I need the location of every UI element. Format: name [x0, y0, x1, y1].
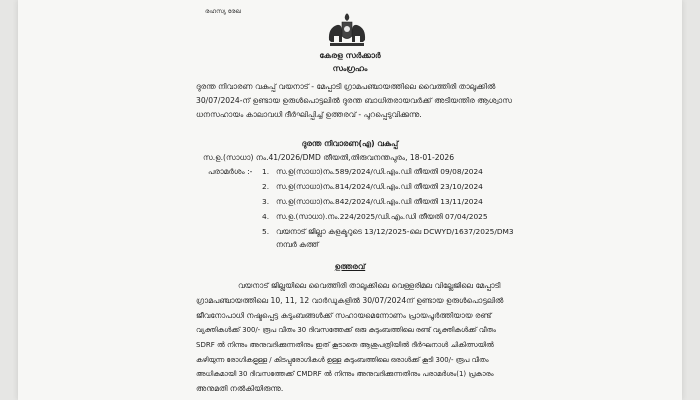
- body-line: SDRF ൽ നിന്നും അനുവദിക്കുന്നതിനും ഇത് കൂടാതെ ആശുപത്രിയിൽ ദീർഘനാൾ ചികിത്സയിൽ: [196, 341, 494, 349]
- body-line: വ്യക്തികൾക്ക് 300/- രൂപ വീതം 30 ദിവസത്തേക്ക് ഒരു കുടുംബത്തിലെ രണ്ട് വ്യക്തികൾക്ക് വീതം: [196, 326, 496, 334]
- reference-number: 2.: [262, 182, 270, 191]
- reference-text: നമ്പർ കത്ത്: [276, 240, 319, 249]
- state-emblem-icon: [325, 10, 369, 50]
- reference-text: വയനാട് ജില്ലാ കളക്ടറുടെ 13/12/2025-ലെ DCWYD/1637/2025/DM3: [276, 227, 514, 236]
- order-heading: ഉത്തരവ്: [334, 262, 366, 271]
- reference-number: 5.: [262, 227, 270, 236]
- corner-label: രഹസ്യ രേഖ: [205, 8, 241, 15]
- summary-heading: സംഗ്രഹം: [332, 64, 368, 73]
- body-line: അധികമായി 30 ദിവസത്തേക്ക് CMDRF ൽ നിന്നും അനുവദിക്കുന്നതിനും പരാമർശം(1) പ്രകാരം: [196, 370, 494, 378]
- body-line: കഴിയുന്ന രോഗികളുള്ള / കിടപ്പുരോഗികൾ ഉള്ള കുടുംബത്തിലെ ഒരാൾക്ക് കൂടി 300/- രൂപ വീതം: [196, 356, 489, 364]
- subject-line-2: 30/07/2024-ന് ഉണ്ടായ ഉരുൾപൊട്ടലിൽ ദുരന്ത ബാധിതരായവർക്ക് അടിയന്തിര ആശ്വാസ: [196, 96, 512, 105]
- reference-number: 1.: [262, 167, 270, 176]
- reference-item: [262, 167, 483, 177]
- government-name: കേരള സർക്കാർ: [319, 51, 381, 60]
- reference-text: സ.ഉ(സാധാ)നം.589/2024/ഡി.എം.ഡി തീയതി 09/08/2024: [276, 167, 483, 176]
- reference-item: [262, 227, 514, 237]
- subject-line-1: ദുരന്ത നിവാരണ വകുപ്പ് വയനാട് - മേപ്പാടി ഗ്രാമപഞ്ചായത്തിലെ വൈത്തിരി താലൂക്കിൽ: [196, 82, 496, 91]
- department-heading: ദുരന്ത നിവാരണ(എ) വകുപ്പ്: [301, 139, 399, 148]
- body-line: വയനാട് ജില്ലയിലെ വൈത്തിരി താലൂക്കിലെ വെള്ളരിമല വില്ലേജിലെ മേപ്പാടി: [238, 281, 501, 290]
- reference-item: [262, 197, 483, 207]
- order-number-line: സ.ഉ.(സാധാ) നം.41/2026/DMD തീയതി,തിരുവനന്തപുരം, 18-01-2026: [203, 153, 455, 162]
- reference-number: 4.: [262, 212, 270, 221]
- subject-line-3: ധനസഹായം കാലാവധി ദീർഘിപ്പിച്ച് ഉത്തരവ് - പുറപ്പെടുവിക്കുന്നു.: [196, 110, 422, 119]
- reference-text: സ.ഉ(സാധാ)നം.814/2024/ഡി.എം.ഡി തീയതി 23/10/2024: [276, 182, 483, 191]
- reference-item: [262, 240, 319, 250]
- reference-item: [262, 182, 483, 192]
- references-label: പരാമർശം :-: [208, 167, 253, 176]
- body-line: അനുമതി നൽകിയിരുന്നു.: [196, 384, 284, 393]
- reference-item: [262, 212, 488, 222]
- reference-text: സ.ഉ(സാധാ)നം.842/2024/ഡി.എം.ഡി തീയതി 13/11/2024: [276, 197, 483, 206]
- reference-number: 3.: [262, 197, 270, 206]
- body-line: ജീവനോപാധി നഷ്ടപ്പെട്ട കുടുംബങ്ങൾക്ക് സഹായമെന്നോണം പ്രായപൂർത്തിയായ രണ്ട്: [196, 311, 492, 320]
- body-line: ഗ്രാമപഞ്ചായത്തിലെ 10, 11, 12 വാർഡുകളിൽ 30/07/2024ന് ഉണ്ടായ ഉരുൾപൊട്ടലിൽ: [196, 296, 504, 305]
- reference-text: സ.ഉ.(സാധാ).നം.224/2025/ഡി.എം.ഡി തീയതി 07/04/2025: [276, 212, 488, 221]
